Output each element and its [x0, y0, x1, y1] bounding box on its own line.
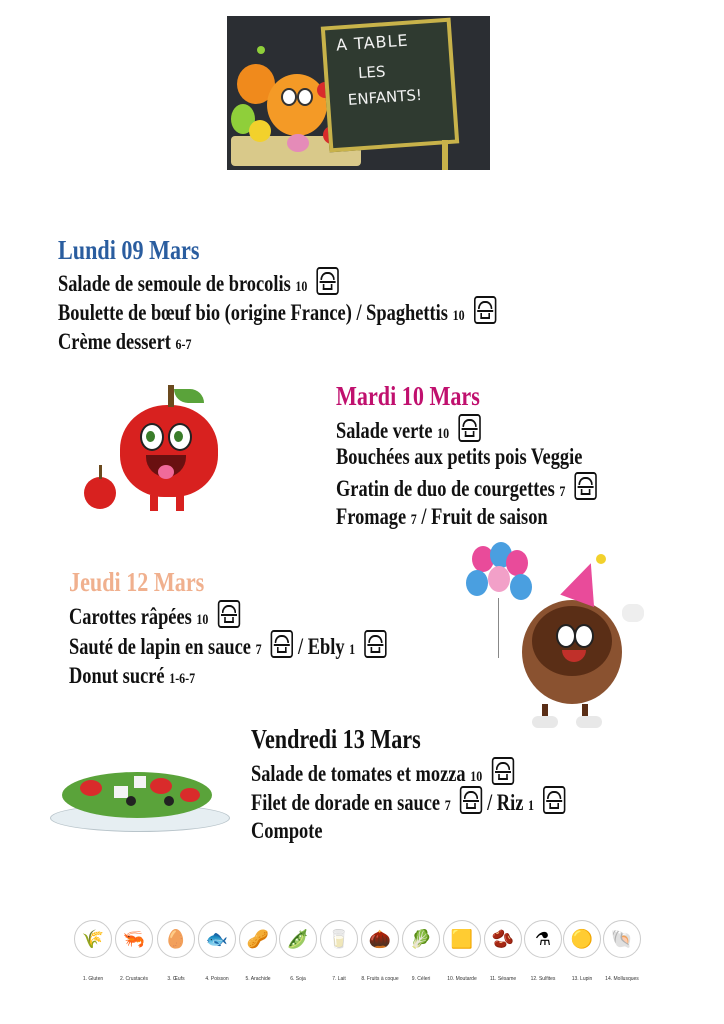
- sulfite-icon: ⚗: [524, 920, 562, 958]
- legend-item-sulfites: ⚗ 12. Sulfites: [524, 920, 562, 982]
- sesame-icon: 🫘: [484, 920, 522, 958]
- legend-item-celeri: 🥬 9. Céleri: [402, 920, 440, 982]
- hat-icon: [317, 267, 339, 295]
- dish-vendredi-3: Compote: [251, 818, 323, 843]
- legend-item-fruits-a-coque: 🌰 8. Fruits à coque: [361, 920, 399, 982]
- banner-line2: LES: [357, 62, 387, 83]
- legend-item-arachide: 🥜 5. Arachide: [239, 920, 277, 982]
- hat-icon: [492, 757, 514, 785]
- dish-mardi-2: Bouchées aux petits pois Veggie: [336, 444, 583, 469]
- soy-icon: 🫛: [279, 920, 317, 958]
- hat-icon: [474, 296, 496, 324]
- hat-icon: [271, 630, 293, 658]
- wheat-icon: 🌾: [74, 920, 112, 958]
- legend-item-oeufs: 🥚 3. Œufs: [157, 920, 195, 982]
- nut-icon: 🌰: [361, 920, 399, 958]
- milk-icon: 🥛: [320, 920, 358, 958]
- shrimp-icon: 🦐: [115, 920, 153, 958]
- lupin-icon: 🟡: [563, 920, 601, 958]
- donut-mascot-illustration: [462, 540, 652, 730]
- dish-lundi-1: Salade de semoule de brocolis 10: [58, 267, 339, 302]
- dish-jeudi-1: Carottes râpées 10: [69, 600, 240, 635]
- dish-lundi-3: Crème dessert 6-7: [58, 329, 192, 354]
- day-title-lundi: Lundi 09 Mars: [58, 235, 200, 265]
- legend-item-lait: 🥛 7. Lait: [320, 920, 358, 982]
- banner-line3: ENFANTS!: [347, 85, 423, 109]
- dish-jeudi-2: Sauté de lapin en sauce 7 / Ebly 1: [69, 630, 387, 665]
- banner-line1: A TABLE: [335, 30, 410, 55]
- dish-jeudi-3: Donut sucré 1-6-7: [69, 663, 196, 688]
- hat-icon: [365, 630, 387, 658]
- dish-mardi-4: Fromage 7 / Fruit de saison: [336, 504, 548, 529]
- dish-vendredi-2: Filet de dorade en sauce 7 / Riz 1: [251, 786, 566, 821]
- legend-item-soja: 🫛 6. Soja: [279, 920, 317, 982]
- dish-mardi-3: Gratin de duo de courgettes 7: [336, 472, 597, 507]
- shell-icon: 🐚: [603, 920, 641, 958]
- hat-icon: [575, 472, 597, 500]
- legend-item-poisson: 🐟 4. Poisson: [198, 920, 236, 982]
- dish-mardi-1: Salade verte 10: [336, 414, 481, 449]
- hat-icon: [543, 786, 565, 814]
- chalkboard: [321, 18, 459, 153]
- salad-bowl-illustration: [50, 758, 230, 838]
- legend-item-sesame: 🫘 11. Sésame: [484, 920, 522, 982]
- day-title-mardi: Mardi 10 Mars: [336, 381, 480, 411]
- hat-icon: [218, 600, 240, 628]
- day-title-vendredi: Vendredi 13 Mars: [251, 724, 421, 754]
- legend-item-mollusques: 🐚 14. Mollusques: [603, 920, 641, 982]
- peanut-icon: 🥜: [239, 920, 277, 958]
- mustard-icon: 🟨: [443, 920, 481, 958]
- apple-mascot-illustration: [80, 385, 240, 515]
- legend-item-moutarde: 🟨 10. Moutarde: [443, 920, 481, 982]
- legend-item-crustaces: 🦐 2. Crustacés: [115, 920, 153, 982]
- egg-icon: 🥚: [157, 920, 195, 958]
- day-title-jeudi: Jeudi 12 Mars: [69, 567, 205, 597]
- hat-icon: [460, 786, 482, 814]
- hat-icon: [459, 414, 481, 442]
- legend-item-gluten: 🌾 1. Gluten: [74, 920, 112, 982]
- celery-icon: 🥬: [402, 920, 440, 958]
- dish-lundi-2: Boulette de bœuf bio (origine France) / Spaghettis 10: [58, 296, 496, 331]
- fish-icon: 🐟: [198, 920, 236, 958]
- dish-vendredi-1: Salade de tomates et mozza 10: [251, 757, 514, 792]
- legend-item-lupin: 🟡 13. Lupin: [563, 920, 601, 982]
- header-banner: [227, 16, 490, 170]
